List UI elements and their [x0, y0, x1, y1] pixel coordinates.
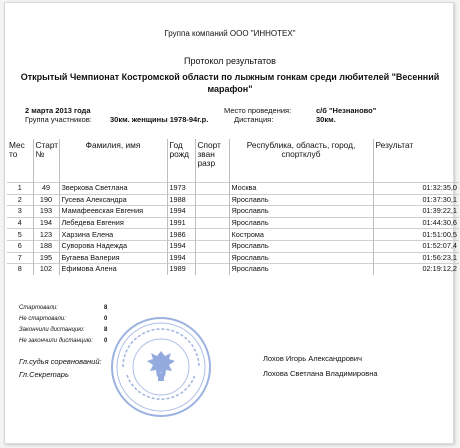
results-table — [7, 139, 459, 275]
cell-year: 1991 — [167, 217, 195, 229]
cell-result: 02:19:12,2 — [373, 264, 459, 275]
cell-start: 194 — [33, 217, 59, 229]
group-label: Группа участников: — [25, 115, 92, 124]
cell-name: Лебедева Евгения — [59, 217, 167, 229]
cell-name: Зверкова Светлана — [59, 183, 167, 195]
document-title: Протокол результатов — [184, 56, 276, 66]
venue-label: Место проведения: — [224, 106, 292, 115]
table-header-row — [7, 139, 459, 183]
cell-result: 01:51:00,5 — [373, 229, 459, 241]
cell-rank — [195, 217, 229, 229]
col-header-place: Мес то — [9, 140, 25, 159]
distance-value: 30км. — [316, 115, 336, 124]
cell-start: 49 — [33, 183, 59, 195]
cell-place: 6 — [7, 240, 33, 252]
cell-region: Ярославль — [229, 217, 373, 229]
chief-judge-name: Лохов Игорь Александрович — [263, 354, 362, 363]
eagle-emblem-icon — [147, 351, 175, 381]
stat-not-finished-label: Не закончили дистанцию: — [19, 338, 93, 344]
cell-region: Ярославль — [229, 240, 373, 252]
table-row — [7, 183, 459, 195]
table-row — [7, 206, 459, 218]
cell-start: 188 — [33, 240, 59, 252]
table-row — [7, 194, 459, 206]
cell-year: 1973 — [167, 183, 195, 195]
venue-value: с/б "Незнаново" — [316, 106, 377, 115]
cell-region: Ярославль — [229, 194, 373, 206]
cell-result: 01:39:22,1 — [373, 206, 459, 218]
cell-region: Ярославль — [229, 264, 373, 275]
cell-name: Суворова Надежда — [59, 240, 167, 252]
stat-not-finished-value: 0 — [104, 338, 108, 344]
cell-start: 195 — [33, 252, 59, 264]
cell-result: 01:52:07,4 — [373, 240, 459, 252]
cell-year: 1994 — [167, 252, 195, 264]
cell-name: Харзина Елена — [59, 229, 167, 241]
stat-finished-value: 8 — [104, 327, 108, 333]
cell-rank — [195, 229, 229, 241]
cell-region: Ярославль — [229, 206, 373, 218]
cell-year: 1994 — [167, 240, 195, 252]
stat-finished-label: Закончили дистанцию: — [19, 327, 85, 333]
col-header-region: Республика, область, город, спортклуб — [229, 139, 373, 183]
cell-name: Ефимова Алена — [59, 264, 167, 275]
stat-started-label: Стартовали: — [19, 305, 58, 311]
cell-place: 7 — [7, 252, 33, 264]
cell-rank — [195, 264, 229, 275]
table-row — [7, 252, 459, 264]
cell-start: 123 — [33, 229, 59, 241]
cell-place: 4 — [7, 217, 33, 229]
cell-name: Мамафеевская Евгения — [59, 206, 167, 218]
distance-label: Дистанция: — [234, 115, 274, 124]
cell-result: 01:32:35,0 — [373, 183, 459, 195]
official-stamp — [109, 315, 213, 419]
cell-rank — [195, 183, 229, 195]
event-date: 2 марта 2013 года — [25, 106, 91, 115]
chief-judge-label: Гл.судья соревнований: — [19, 357, 102, 366]
cell-year: 1994 — [167, 206, 195, 218]
group-value: 30км. женщины 1978-94г.р. — [110, 115, 209, 124]
cell-name: Гусева Александра — [59, 194, 167, 206]
cell-place: 2 — [7, 194, 33, 206]
cell-region: Ярославль — [229, 252, 373, 264]
stat-not-started-label: Не стартовали: — [19, 316, 66, 322]
chief-secretary-name: Лохова Светлана Владимировна — [263, 369, 378, 378]
stat-started-value: 8 — [104, 305, 108, 311]
cell-result: 01:56:23,1 — [373, 252, 459, 264]
col-header-year: Год рожд — [167, 139, 195, 183]
company-name: Группа компаний ООО "ИННОТЕХ" — [164, 29, 296, 38]
event-title: Открытый Чемпионат Костромской области по лыжным гонкам среди любителей "Весенний марафон" — [20, 72, 440, 94]
table-row — [7, 229, 459, 241]
cell-place: 3 — [7, 206, 33, 218]
cell-place: 8 — [7, 264, 33, 275]
table-row — [7, 217, 459, 229]
table-row — [7, 264, 459, 275]
col-header-result: Результат — [373, 139, 459, 183]
col-header-name: Фамилия, имя — [59, 139, 167, 183]
cell-start: 102 — [33, 264, 59, 275]
cell-rank — [195, 206, 229, 218]
cell-year: 1988 — [167, 194, 195, 206]
cell-region: Москва — [229, 183, 373, 195]
cell-name: Бугаева Валерия — [59, 252, 167, 264]
col-header-start: Старт № — [33, 139, 59, 183]
cell-result: 01:44:30,6 — [373, 217, 459, 229]
col-header-rank: Спорт зван разр — [195, 139, 229, 183]
cell-place: 5 — [7, 229, 33, 241]
protocol-sheet — [4, 2, 457, 444]
cell-region: Кострома — [229, 229, 373, 241]
cell-start: 190 — [33, 194, 59, 206]
cell-start: 193 — [33, 206, 59, 218]
cell-rank — [195, 240, 229, 252]
table-row — [7, 240, 459, 252]
cell-year: 1989 — [167, 264, 195, 275]
chief-secretary-label: Гл.Секретарь — [19, 370, 69, 379]
cell-rank — [195, 252, 229, 264]
stat-not-started-value: 0 — [104, 316, 108, 322]
cell-rank — [195, 194, 229, 206]
cell-year: 1986 — [167, 229, 195, 241]
cell-result: 01:37:30,1 — [373, 194, 459, 206]
cell-place: 1 — [7, 183, 33, 195]
